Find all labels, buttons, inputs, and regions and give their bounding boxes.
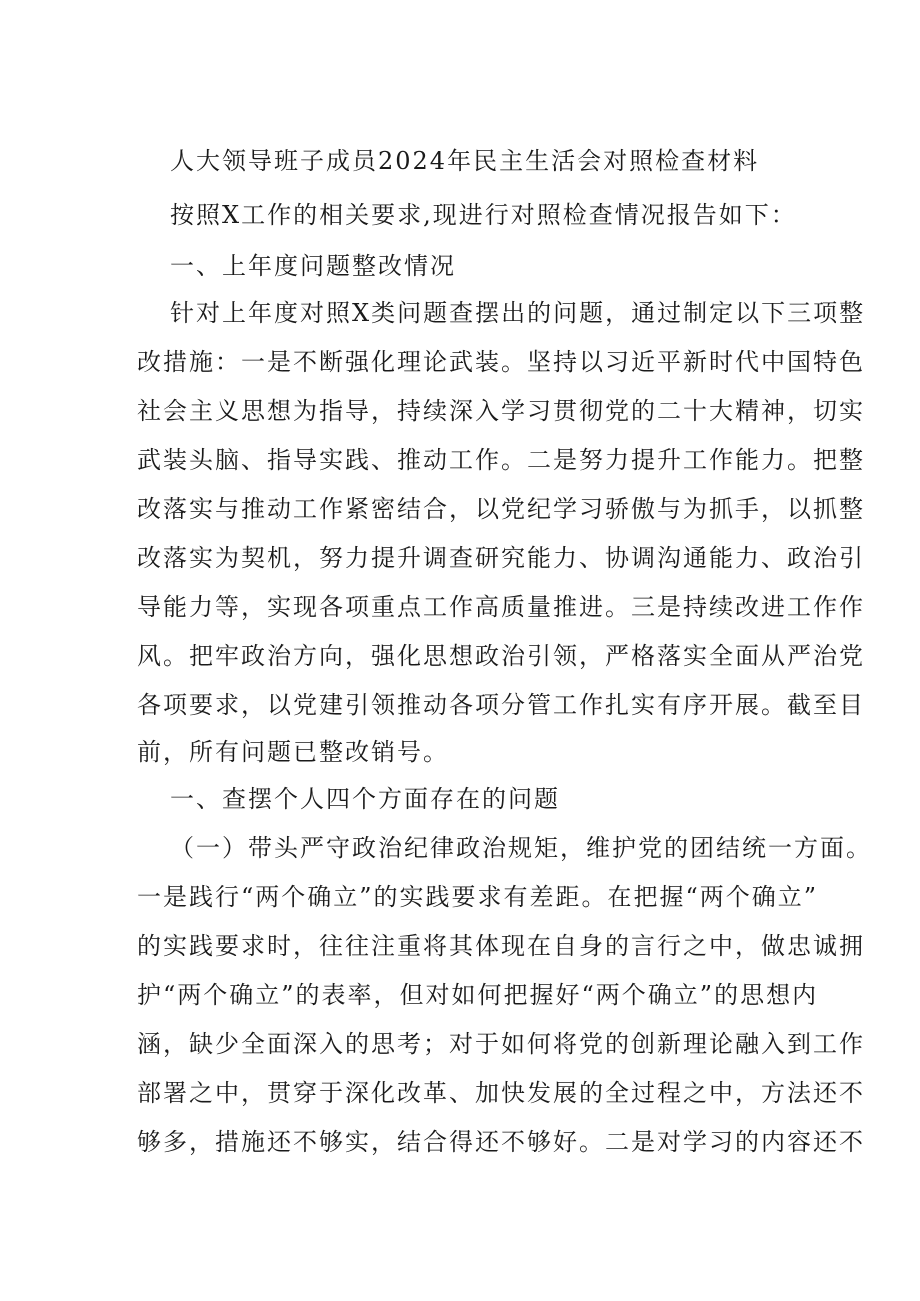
paragraph-line: 部署之中，贯穿于深化改革、加快发展的全过程之中，方法还不 — [137, 1079, 865, 1107]
paragraph-line: 风。把牢政治方向，强化思想政治引领，严格落实全面从严治党 — [137, 642, 865, 670]
paragraph-line: 导能力等，实现各项重点工作高质量推进。三是持续改进工作作 — [137, 593, 865, 621]
paragraph-line: 改落实为契机，努力提升调查研究能力、协调沟通能力、政治引 — [137, 544, 865, 572]
paragraph-line: 各项要求，以党建引领推动各项分管工作扎实有序开展。截至目 — [137, 691, 865, 719]
paragraph-line: 的实践要求时，往往注重将其体现在自身的言行之中，做忠诚拥 — [137, 932, 865, 960]
paragraph-line: 改措施：一是不断强化理论武装。坚持以习近平新时代中国特色 — [137, 348, 865, 376]
paragraph-line: 一是践行“两个确立”的实践要求有差距。在把握“两个确立” — [137, 883, 819, 911]
paragraph-line: 涵，缺少全面深入的思考；对于如何将党的创新理论融入到工作 — [137, 1030, 865, 1058]
paragraph-line: 武装头脑、指导实践、推动工作。二是努力提升工作能力。把整 — [137, 446, 865, 474]
paragraph-line: 针对上年度对照X类问题查摆出的问题，通过制定以下三项整 — [170, 299, 866, 327]
paragraph-line: 护“两个确立”的表率，但对如何把握好“两个确立”的思想内 — [137, 981, 819, 1009]
paragraph-line: （一）带头严守政治纪律政治规矩，维护党的团结统一方面。 — [170, 834, 872, 862]
intro-paragraph: 按照X工作的相关要求,现进行对照检查情况报告如下： — [170, 201, 797, 229]
paragraph-line: 前，所有问题已整改销号。 — [137, 738, 449, 766]
document-title: 人大领导班子成员2024年民主生活会对照检查材料 — [170, 147, 760, 175]
paragraph-line: 够多，措施还不够实，结合得还不够好。二是对学习的内容还不 — [137, 1128, 865, 1156]
section-heading-rectification: 一、上年度问题整改情况 — [170, 252, 456, 280]
paragraph-line: 改落实与推动工作紧密结合，以党纪学习骄傲与为抓手，以抓整 — [137, 495, 865, 523]
section-heading-problems: 一、查摆个人四个方面存在的问题 — [170, 785, 560, 813]
paragraph-line: 社会主义思想为指导，持续深入学习贯彻党的二十大精神，切实 — [137, 397, 865, 425]
